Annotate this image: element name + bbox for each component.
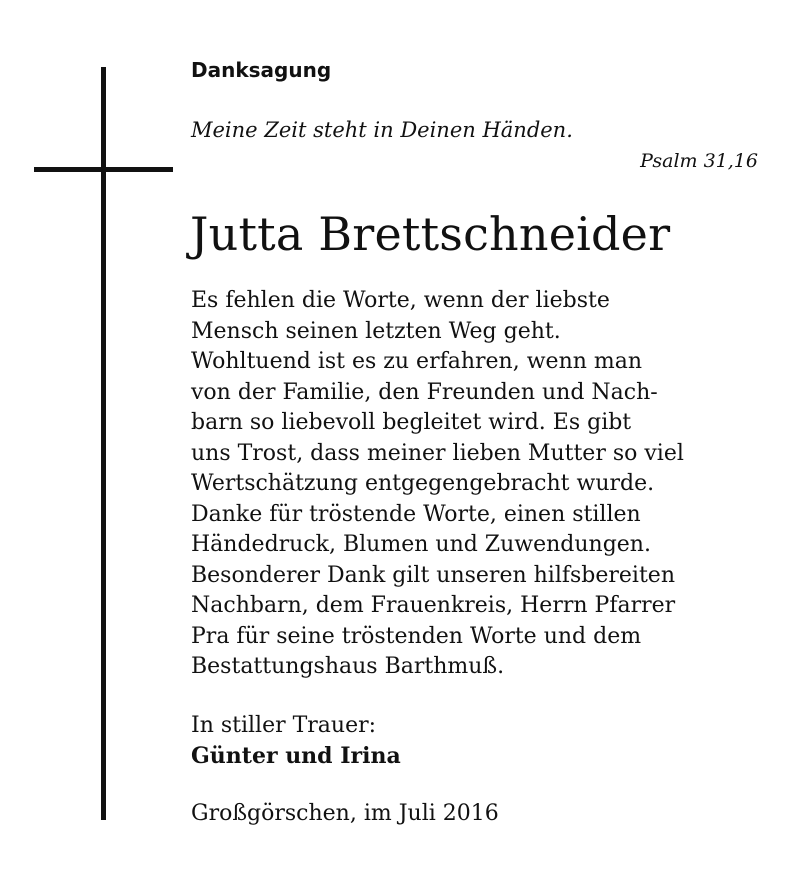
thank-you-line: uns Trost, dass meiner lieben Mutter so viel bbox=[191, 440, 684, 466]
mourning-label: In stiller Trauer: bbox=[191, 713, 377, 738]
signers: Günter und Irina bbox=[191, 743, 401, 769]
deceased-name: Jutta Brettschneider bbox=[190, 207, 671, 261]
thank-you-line: von der Familie, den Freunden und Nach- bbox=[191, 379, 658, 405]
cross-vertical-bar bbox=[101, 67, 106, 820]
thank-you-line: Besonderer Dank gilt unseren hilfsbereiten bbox=[191, 562, 675, 588]
thank-you-line: Pra für seine tröstenden Worte und dem bbox=[191, 623, 642, 649]
thank-you-line: Bestattungshaus Barthmuß. bbox=[191, 654, 505, 679]
cross-horizontal-bar bbox=[34, 167, 173, 172]
place-date: Großgörschen, im Juli 2016 bbox=[191, 801, 499, 826]
thank-you-line: Wohltuend ist es zu erfahren, wenn man bbox=[191, 349, 643, 374]
notice-heading: Danksagung bbox=[191, 58, 332, 82]
thank-you-line: Mensch seinen letzten Weg geht. bbox=[191, 318, 561, 344]
scripture-quote: Meine Zeit steht in Deinen Händen. bbox=[191, 118, 573, 142]
thank-you-line: Händedruck, Blumen und Zuwendungen. bbox=[191, 532, 651, 557]
thank-you-line: Danke für tröstende Worte, einen stillen bbox=[191, 501, 641, 527]
scripture-reference: Psalm 31,16 bbox=[640, 150, 758, 172]
thank-you-line: barn so liebevoll begleitet wird. Es gibt bbox=[191, 410, 632, 435]
thank-you-line: Es fehlen die Worte, wenn der liebste bbox=[191, 288, 610, 313]
thank-you-line: Nachbarn, dem Frauenkreis, Herrn Pfarrer bbox=[191, 593, 676, 618]
thank-you-text bbox=[191, 286, 771, 683]
thank-you-line: Wertschätzung entgegengebracht wurde. bbox=[191, 471, 655, 496]
